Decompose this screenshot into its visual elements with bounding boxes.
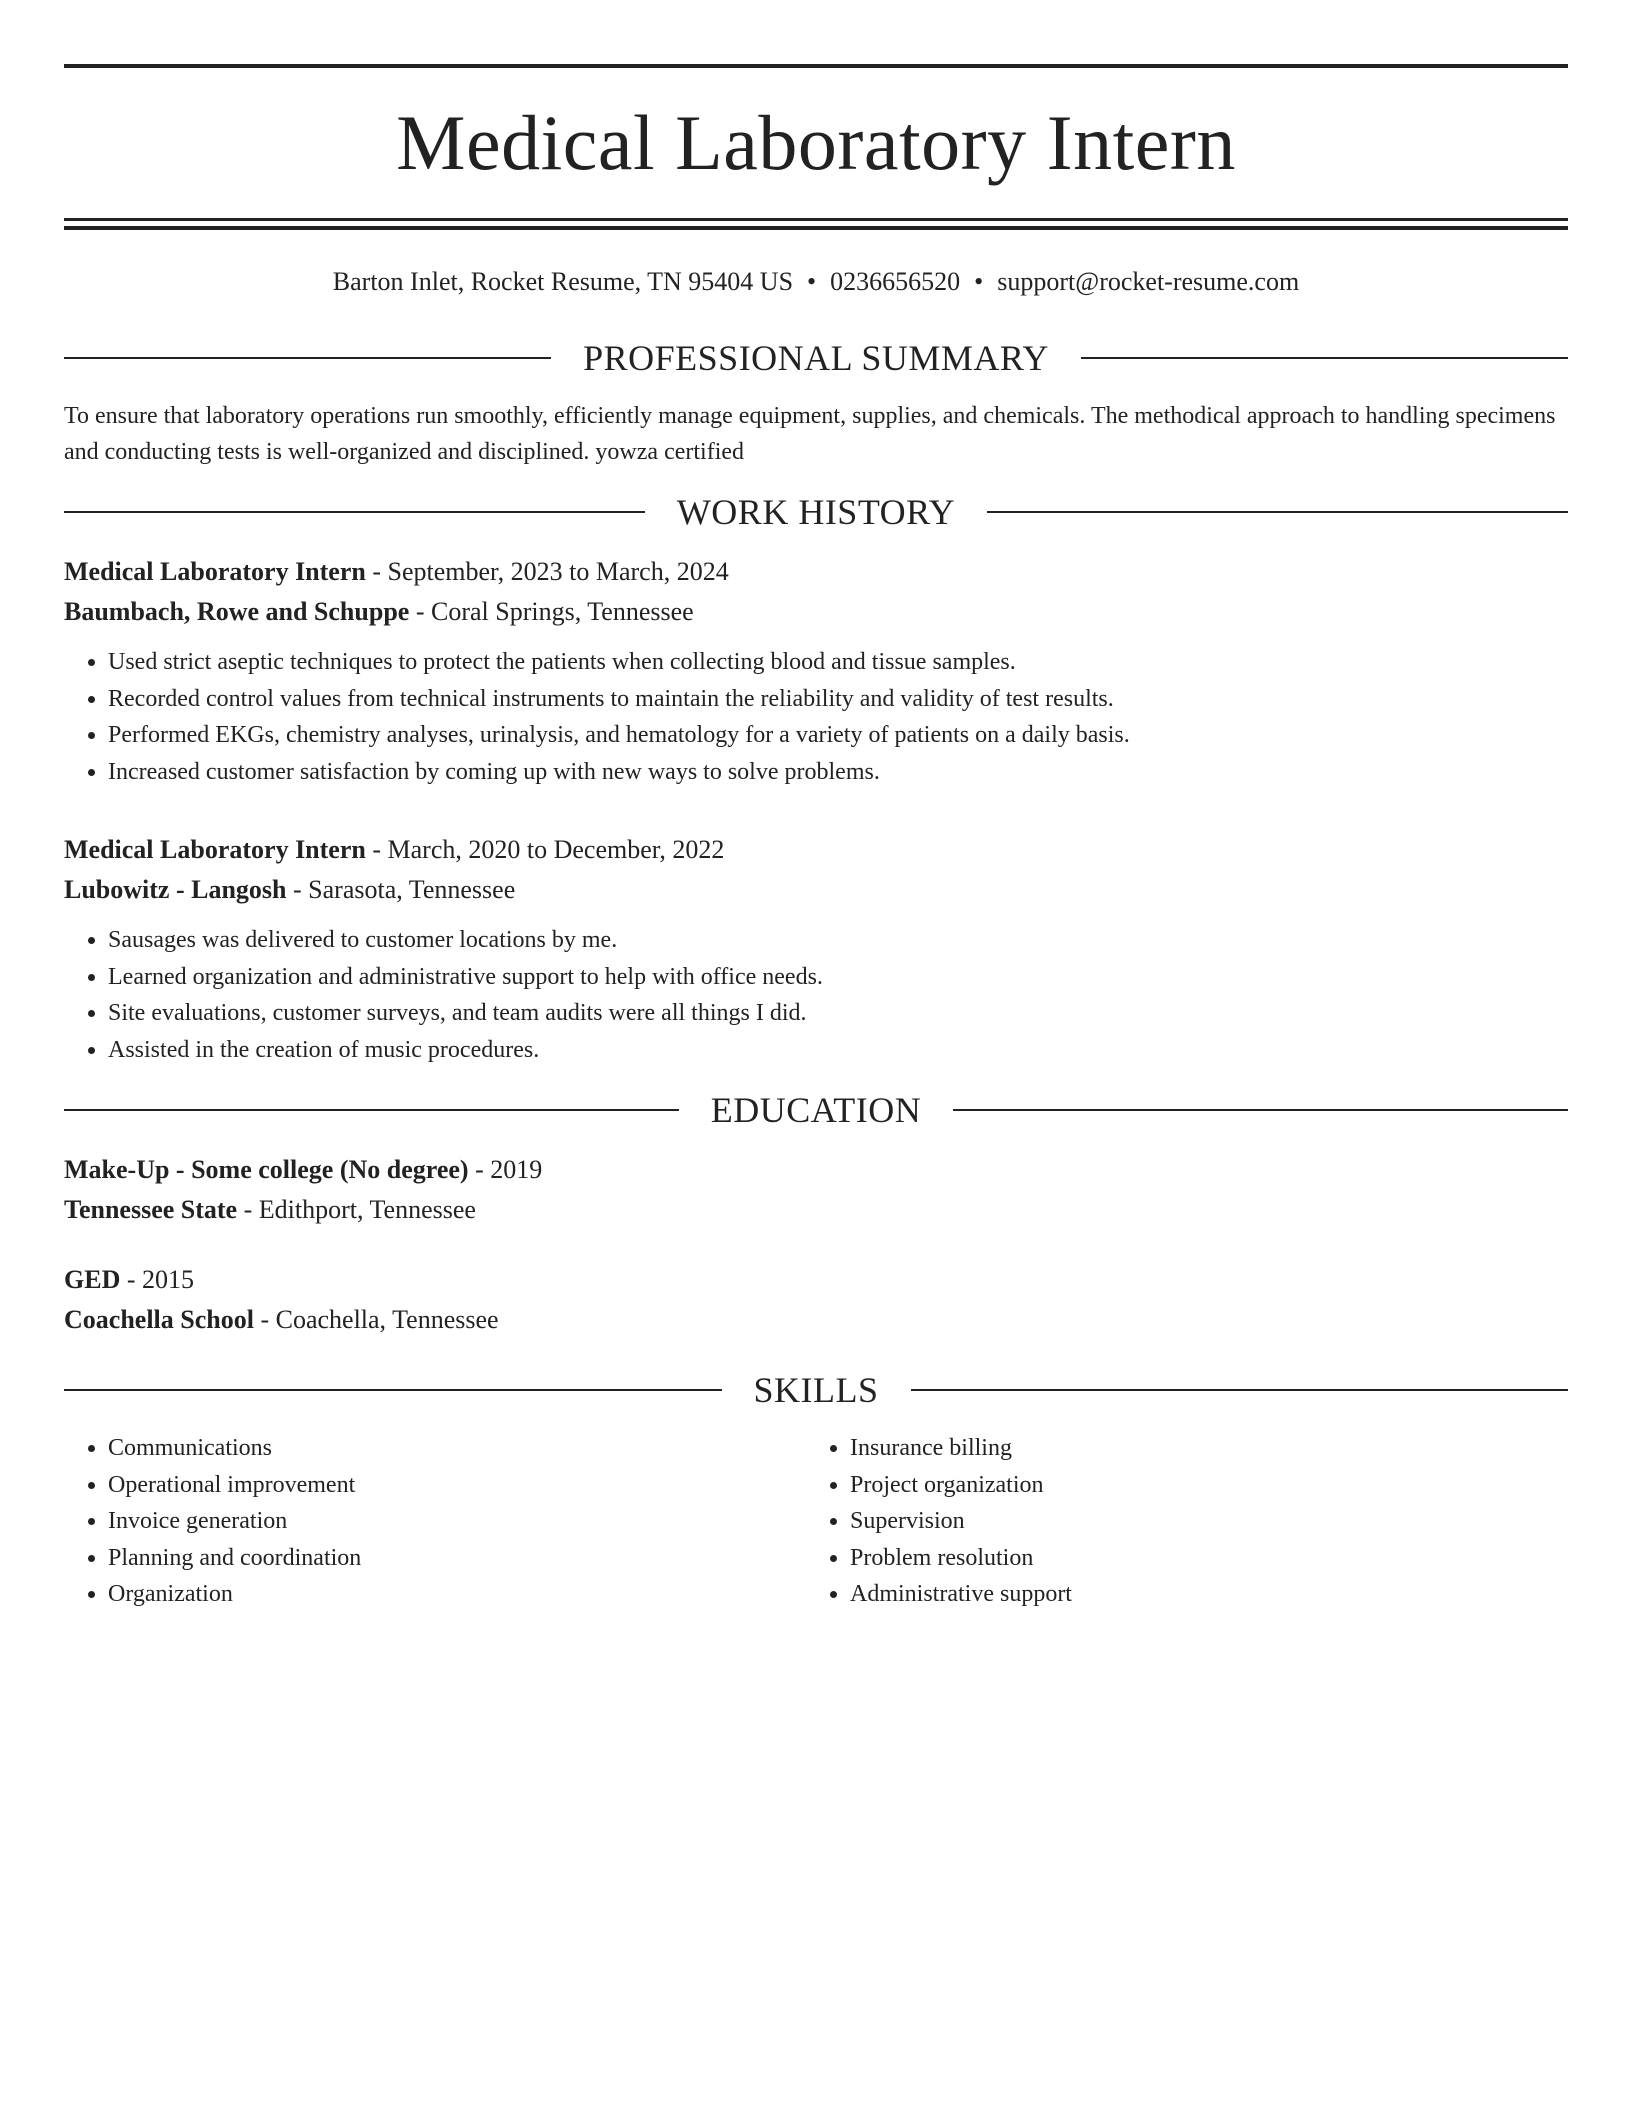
heading-rule-left [64, 1109, 679, 1111]
education-year: - 2015 [120, 1265, 195, 1294]
skills-heading-label: SKILLS [753, 1370, 879, 1410]
education-school: Tennessee State [64, 1195, 238, 1224]
job-bullet: • Used strict aseptic techniques to protect the patients when collecting blood and tissue samples. [108, 644, 1568, 681]
education-degree: GED [64, 1265, 121, 1294]
work-history-heading [64, 490, 1568, 534]
contact-email: support@rocket-resume.com [997, 267, 1300, 296]
contact-line [64, 266, 1568, 298]
skill-item: • Insurance billing [850, 1430, 1548, 1467]
education-degree-line [64, 1260, 1568, 1300]
education-degree-line [64, 1150, 1568, 1190]
job-bullet: • Sausages was delivered to customer locations by me. [108, 922, 1568, 959]
job-title-line [64, 830, 1568, 870]
job-company: Lubowitz - Langosh [64, 875, 287, 904]
heading-rule-left [64, 1389, 722, 1391]
job-company-line [64, 592, 1568, 632]
heading-rule-right [953, 1109, 1568, 1111]
skill-item: • Communications [108, 1430, 806, 1467]
job-location: - Coral Springs, Tennessee [409, 597, 694, 626]
top-rule [64, 64, 1568, 68]
skill-item: • Planning and coordination [108, 1540, 806, 1577]
job-dates: - September, 2023 to March, 2024 [365, 557, 729, 586]
heading-rule-left [64, 511, 645, 513]
summary-heading-label: PROFESSIONAL SUMMARY [583, 338, 1049, 378]
contact-separator: • [807, 267, 817, 296]
skills-heading [64, 1368, 1568, 1412]
job-location: - Sarasota, Tennessee [286, 875, 516, 904]
skills-list [64, 1430, 1568, 1613]
job-bullet: • Increased customer satisfaction by coming up with new ways to solve problems. [108, 754, 1568, 791]
contact-separator: • [974, 267, 984, 296]
education-school-line [64, 1190, 1568, 1230]
education-degree: Make-Up - Some college (No degree) [64, 1155, 469, 1184]
skill-item: • Problem resolution [850, 1540, 1548, 1577]
heading-rule-right [911, 1389, 1569, 1391]
education-year: - 2019 [468, 1155, 543, 1184]
summary-heading [64, 336, 1568, 380]
skill-item: • Supervision [850, 1503, 1548, 1540]
job-bullet: • Assisted in the creation of music procedures. [108, 1032, 1568, 1069]
skills-column-right [806, 1430, 1548, 1613]
job-title: Medical Laboratory Intern [64, 835, 366, 864]
education-entry [64, 1150, 1568, 1230]
education-heading-label: EDUCATION [710, 1090, 922, 1130]
job-dates: - March, 2020 to December, 2022 [365, 835, 725, 864]
heading-rule-left [64, 357, 551, 359]
contact-phone: 0236656520 [830, 267, 961, 296]
heading-rule-right [987, 511, 1568, 513]
job-title: Medical Laboratory Intern [64, 557, 366, 586]
summary-text: To ensure that laboratory operations run smoothly, efficiently manage equipment, supplies, and chemicals. The methodical approach to handling specimens and conducting tests is well-organized and disciplined. yowza certified [64, 403, 1556, 465]
resume-title: Medical Laboratory Intern [396, 99, 1236, 186]
resume-page [64, 64, 1568, 1613]
skill-item: • Invoice generation [108, 1503, 806, 1540]
skills-column-left [64, 1430, 806, 1613]
education-location: - Edithport, Tennessee [237, 1195, 476, 1224]
job-bullets [64, 922, 1568, 1068]
job-bullet: • Learned organization and administrative support to help with office needs. [108, 959, 1568, 996]
work-history-heading-label: WORK HISTORY [676, 492, 956, 532]
skill-item: • Operational improvement [108, 1467, 806, 1504]
job-bullet: • Site evaluations, customer surveys, and team audits were all things I did. [108, 995, 1568, 1032]
education-school: Coachella School [64, 1305, 254, 1334]
title-double-rule [64, 218, 1568, 230]
job-entry [64, 830, 1568, 1068]
job-title-line [64, 552, 1568, 592]
job-bullets [64, 644, 1568, 790]
education-location: - Coachella, Tennessee [253, 1305, 499, 1334]
job-company-line [64, 870, 1568, 910]
heading-rule-right [1081, 357, 1568, 359]
job-bullet: • Recorded control values from technical instruments to maintain the reliability and validity of test results. [108, 681, 1568, 718]
skill-item: • Project organization [850, 1467, 1548, 1504]
contact-address: Barton Inlet, Rocket Resume, TN 95404 US [332, 267, 794, 296]
job-bullet: • Performed EKGs, chemistry analyses, urinalysis, and hematology for a variety of patients on a daily basis. [108, 717, 1568, 754]
education-heading [64, 1088, 1568, 1132]
skill-item: • Administrative support [850, 1576, 1548, 1613]
job-entry [64, 552, 1568, 790]
skill-item: • Organization [108, 1576, 806, 1613]
education-entry [64, 1260, 1568, 1340]
education-school-line [64, 1300, 1568, 1340]
job-company: Baumbach, Rowe and Schuppe [64, 597, 410, 626]
